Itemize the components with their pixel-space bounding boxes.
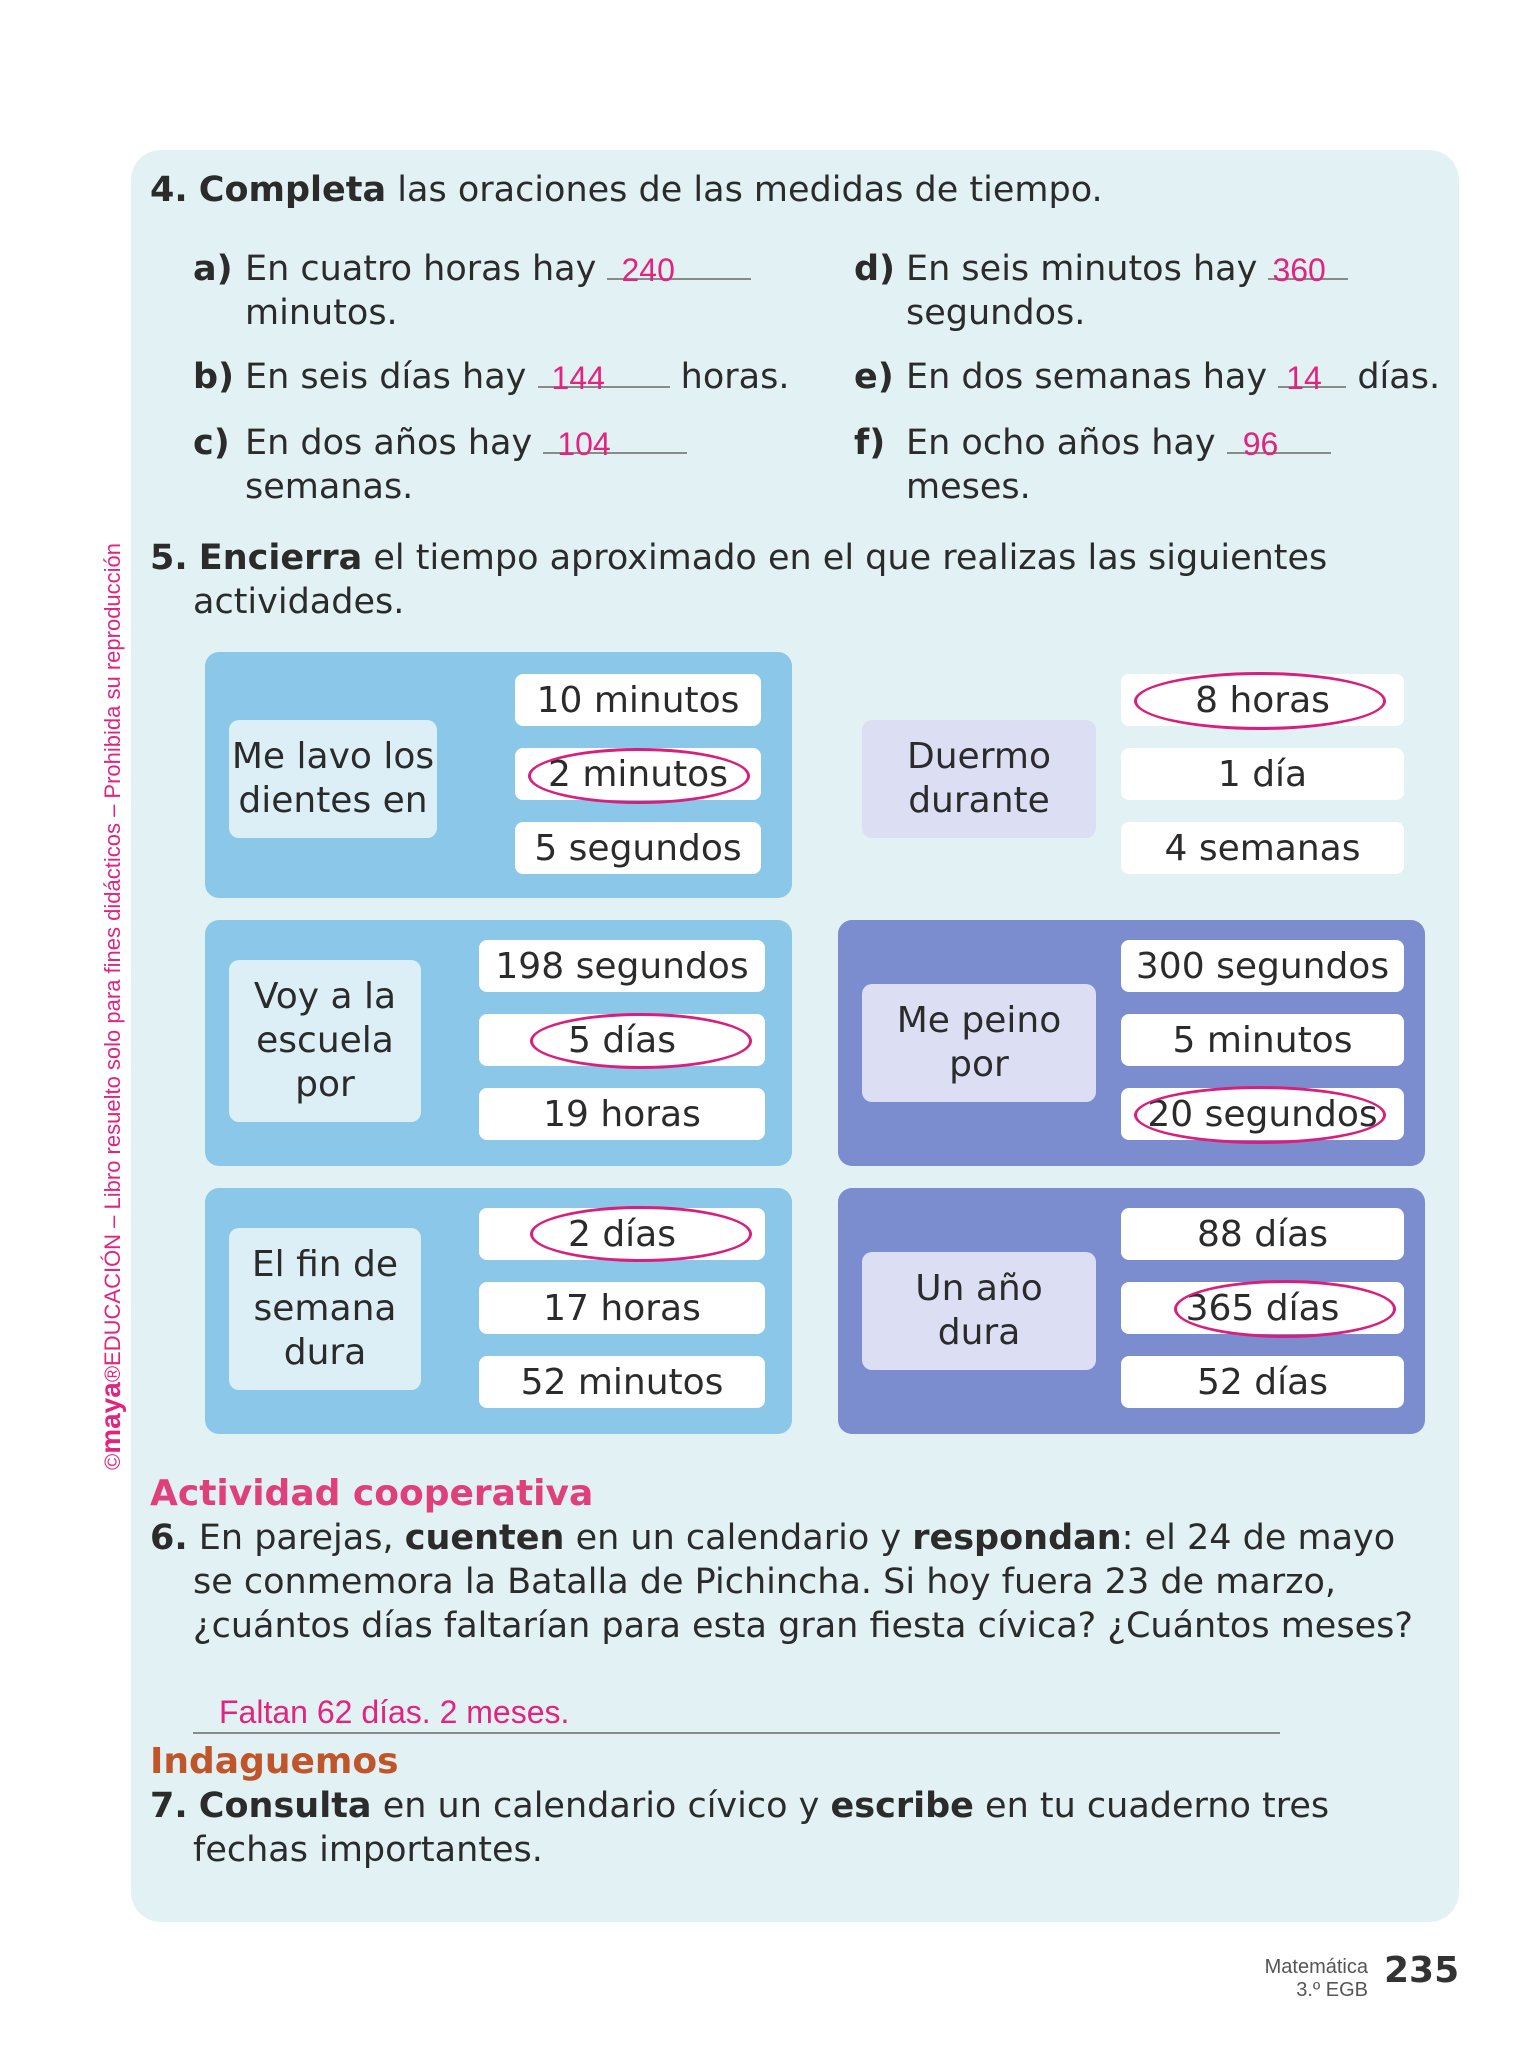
question-number: 4. — [150, 170, 188, 210]
question-text-line2: actividades. — [193, 582, 405, 622]
question-text: las oraciones de las medidas de tiempo. — [397, 170, 1103, 210]
activity-card-school — [205, 920, 792, 1166]
activity-label: Me peino por — [862, 984, 1096, 1102]
item-label: f) — [854, 423, 886, 463]
answer-text: Faltan 62 días. 2 meses. — [219, 1694, 570, 1730]
question-verb: cuenten — [404, 1518, 565, 1558]
item-text: En cuatro horas hay — [245, 249, 597, 289]
answer-blank[interactable] — [1268, 246, 1348, 288]
question-text: : el 24 de mayo — [1121, 1518, 1396, 1558]
time-option[interactable]: 17 horas — [479, 1282, 765, 1334]
question-7 — [150, 1784, 1329, 1872]
answer-text: 240 — [621, 252, 675, 288]
question-number: 5. — [150, 538, 188, 578]
item-label: c) — [193, 423, 230, 463]
time-option[interactable]: 10 minutos — [515, 674, 761, 726]
q4-item-d — [854, 246, 1348, 335]
time-option[interactable]: 5 segundos — [515, 822, 761, 874]
time-option[interactable]: 4 semanas — [1121, 822, 1404, 874]
question-text: en tu cuaderno tres — [985, 1786, 1330, 1826]
time-option[interactable]: 52 días — [1121, 1356, 1404, 1408]
q4-item-a — [193, 246, 751, 335]
brand-logo-text: maya — [95, 1382, 126, 1454]
item-text: En seis minutos hay — [906, 249, 1258, 289]
item-text-after: horas. — [680, 357, 790, 397]
activity-card-comb — [838, 920, 1425, 1166]
item-text: En dos semanas hay — [906, 357, 1268, 397]
question-4-title — [150, 168, 1103, 212]
item-label: b) — [193, 357, 235, 397]
time-option-selected[interactable]: 2 días — [479, 1208, 765, 1260]
answer-blank[interactable] — [1227, 420, 1331, 462]
answer-line[interactable] — [193, 1694, 1280, 1734]
question-verb: respondan — [912, 1518, 1122, 1558]
question-verb: Completa — [198, 170, 387, 210]
section-heading-cooperative: Actividad cooperativa — [150, 1473, 594, 1514]
time-option[interactable]: 198 segundos — [479, 940, 765, 992]
question-text: el tiempo aproximado en el que realizas las siguientes — [373, 538, 1328, 578]
time-option[interactable]: 19 horas — [479, 1088, 765, 1140]
item-text: En dos años hay — [245, 423, 533, 463]
answer-text: 14 — [1286, 360, 1322, 396]
q4-item-e — [854, 354, 1440, 399]
activity-card-sleep — [838, 652, 1425, 898]
time-option-selected[interactable]: 365 días — [1121, 1282, 1404, 1334]
activity-card-teeth — [205, 652, 792, 898]
activity-label: Duermo durante — [862, 720, 1096, 838]
footer-subject — [1265, 1956, 1368, 2002]
activity-label: El fin de semana dura — [229, 1228, 421, 1390]
q4-item-b — [193, 354, 789, 399]
question-verb: Encierra — [198, 538, 363, 578]
question-number: 6. — [150, 1518, 188, 1558]
q4-item-f — [854, 420, 1331, 509]
q4-item-c — [193, 420, 687, 509]
answer-text: 104 — [557, 426, 611, 462]
question-text-line2: fechas importantes. — [193, 1830, 543, 1870]
time-option-selected[interactable]: 20 segundos — [1121, 1088, 1404, 1140]
question-verb: escribe — [830, 1786, 974, 1826]
time-option-selected[interactable]: 2 minutos — [515, 748, 761, 800]
time-option[interactable]: 300 segundos — [1121, 940, 1404, 992]
activity-card-year — [838, 1188, 1425, 1434]
answer-blank[interactable] — [538, 354, 670, 396]
question-text: en un calendario cívico y — [382, 1786, 820, 1826]
answer-text: 144 — [551, 360, 605, 396]
item-label: e) — [854, 357, 894, 397]
page-number: 235 — [1384, 1950, 1460, 1991]
time-option[interactable]: 5 minutos — [1121, 1014, 1404, 1066]
item-continuation: meses. — [906, 467, 1031, 507]
question-text-line2: se conmemora la Batalla de Pichincha. Si hoy fuera 23 de marzo, — [193, 1562, 1337, 1602]
time-option-selected[interactable]: 8 horas — [1121, 674, 1404, 726]
answer-blank[interactable] — [607, 246, 751, 288]
side-copyright-rest: ®EDUCACIÓN – Libro resuelto solo para fines didácticos – Prohibida su reproducción — [100, 542, 125, 1383]
time-option-selected[interactable]: 5 días — [479, 1014, 765, 1066]
question-5-title — [150, 536, 1327, 624]
item-continuation: semanas. — [245, 467, 414, 507]
footer-subject-name: Matemática — [1264, 1956, 1368, 1978]
answer-blank[interactable] — [1278, 354, 1346, 396]
answer-blank[interactable] — [543, 420, 687, 462]
question-text-line3: ¿cuántos días faltarían para esta gran fiesta cívica? ¿Cuántos meses? — [193, 1606, 1413, 1646]
activity-label: Voy a la escuela por — [229, 960, 421, 1122]
activity-label: Me lavo los dientes en — [229, 720, 437, 838]
question-number: 7. — [150, 1786, 188, 1826]
item-label: a) — [193, 249, 233, 289]
time-option[interactable]: 1 día — [1121, 748, 1404, 800]
question-verb: Consulta — [198, 1786, 372, 1826]
question-text: En parejas, — [198, 1518, 394, 1558]
activity-label: Un año dura — [862, 1252, 1096, 1370]
item-text: En seis días hay — [245, 357, 527, 397]
activity-card-weekend — [205, 1188, 792, 1434]
item-continuation: segundos. — [906, 293, 1086, 333]
copyright-symbol: © — [100, 1453, 125, 1470]
section-heading-indaguemos: Indaguemos — [150, 1741, 399, 1782]
item-text-after: días. — [1357, 357, 1441, 397]
footer-grade: 3.º EGB — [1296, 1979, 1368, 2001]
answer-text: 360 — [1272, 252, 1326, 288]
time-option[interactable]: 88 días — [1121, 1208, 1404, 1260]
question-text: en un calendario y — [575, 1518, 902, 1558]
time-option[interactable]: 52 minutos — [479, 1356, 765, 1408]
item-label: d) — [854, 249, 896, 289]
question-6 — [150, 1516, 1413, 1648]
item-text: En ocho años hay — [906, 423, 1216, 463]
item-continuation: minutos. — [245, 293, 398, 333]
side-copyright-text — [95, 542, 126, 1470]
answer-text: 96 — [1242, 426, 1279, 462]
